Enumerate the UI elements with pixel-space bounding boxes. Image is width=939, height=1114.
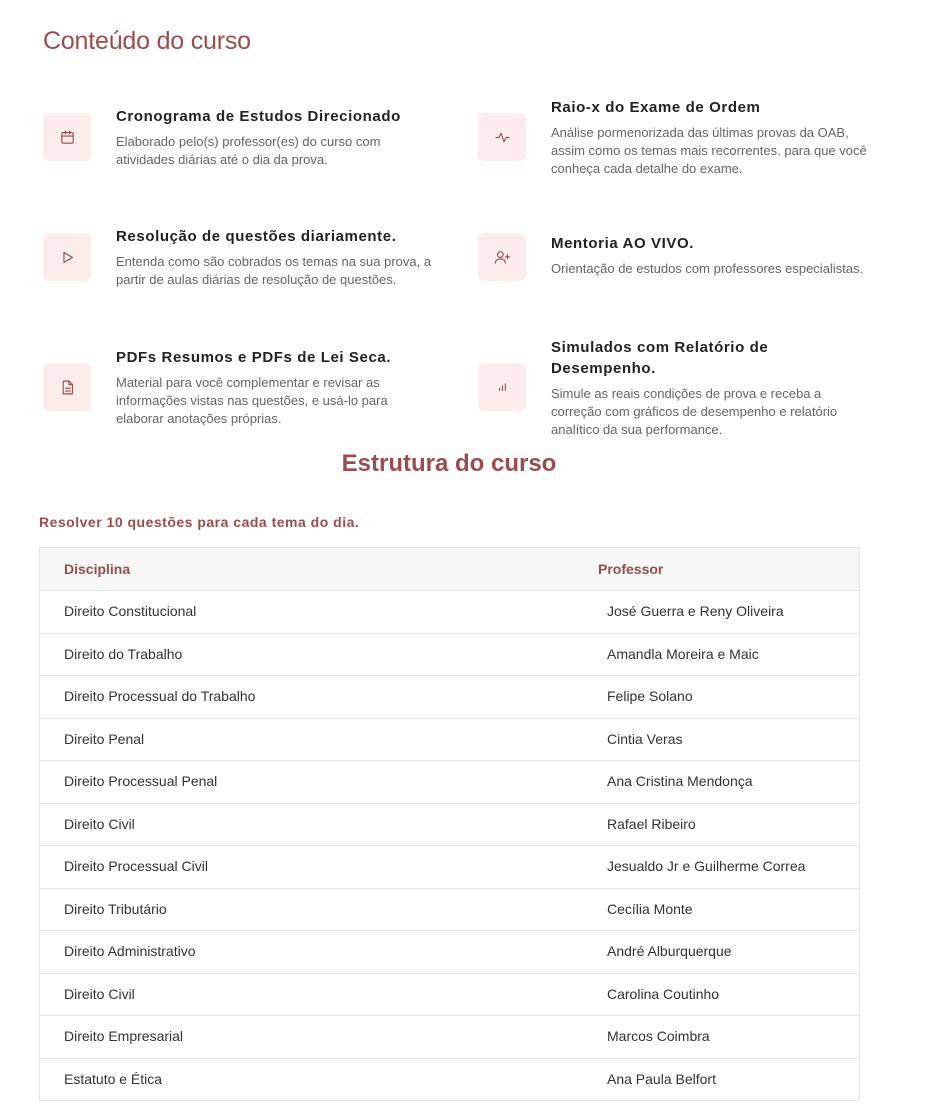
table-header [40, 548, 859, 591]
column-header-professor: Professor [598, 561, 664, 577]
professor-cell: Marcos Coimbra [607, 1028, 710, 1044]
bar-chart-icon [478, 363, 526, 411]
professor-cell: José Guerra e Reny Oliveira [607, 603, 784, 619]
professor-cell: Felipe Solano [607, 688, 693, 704]
discipline-cell: Direito Empresarial [64, 1028, 184, 1044]
discipline-cell: Direito do Trabalho [64, 645, 183, 662]
section-title: Estrutura do curso [341, 450, 557, 477]
column-header-disciplina: Disciplina [64, 561, 131, 577]
discipline-cell: Direito Processual Civil [64, 858, 208, 874]
discipline-cell: Direito Administrativo [64, 943, 196, 959]
table-row [40, 889, 859, 932]
table-row [40, 846, 859, 889]
professor-cell: Ana Paula Belfort [607, 1070, 716, 1087]
discipline-cell: Estatuto e Ética [64, 1070, 163, 1087]
discipline-cell: Direito Penal [64, 730, 145, 747]
user-plus-icon [478, 233, 526, 281]
discipline-cell: Direito Processual Penal [64, 773, 218, 789]
professor-cell: André Alburquerque [607, 943, 732, 959]
discipline-cell: Direito Civil [64, 985, 135, 1002]
feature-title: Simulados com Relatório de Desempenho. [551, 339, 769, 377]
feature-title: Resolução de questões diariamente. [116, 228, 397, 245]
table-row [40, 931, 859, 974]
activity-icon [478, 113, 526, 161]
feature-description: Material para você complementar e revisar as informações vistas nas questões, e usá-lo para elaborar anotações próprias. [116, 375, 388, 426]
page-title: Conteúdo do curso [43, 27, 251, 55]
discipline-cell: Direito Constitucional [64, 603, 197, 619]
table-row [40, 761, 859, 804]
table-row [40, 1016, 859, 1059]
professor-cell: Cecília Monte [607, 900, 693, 917]
table-row [40, 804, 859, 847]
professor-cell: Carolina Coutinho [607, 985, 720, 1002]
table-row [40, 974, 859, 1017]
play-icon [43, 233, 91, 281]
professor-cell: Cintia Veras [607, 730, 683, 747]
feature-title: Cronograma de Estudos Direcionado [116, 108, 401, 125]
professor-cell: Amandla Moreira e Maic [607, 645, 759, 662]
calendar-icon [43, 113, 91, 161]
feature-description: Orientação de estudos com professores especialistas. [551, 261, 864, 276]
course-structure-table [39, 547, 860, 1101]
professor-cell: Rafael Ribeiro [607, 815, 696, 832]
discipline-cell: Direito Processual do Trabalho [64, 688, 256, 704]
discipline-cell: Direito Tributário [64, 900, 167, 917]
table-row [40, 676, 859, 719]
feature-description: Simule as reais condições de prova e receba a correção com gráficos de desempenho e relatório analítico da sua performance. [551, 386, 838, 437]
table-row [40, 1059, 859, 1102]
file-text-icon [43, 363, 91, 411]
professor-cell: Jesualdo Jr e Guilherme Correa [607, 858, 806, 874]
feature-title: Raio-x do Exame de Ordem [551, 99, 761, 116]
feature-description: Análise pormenorizada das últimas provas da OAB, assim como os temas mais recorrentes. para que você conheça cada detalhe do exame. [551, 125, 867, 176]
table-row [40, 591, 859, 634]
feature-title: PDFs Resumos e PDFs de Lei Seca. [116, 349, 392, 366]
feature-description: Entenda como são cobrados os temas na sua prova, a partir de aulas diárias de resolução de questões. [116, 254, 432, 287]
section-note: Resolver 10 questões para cada tema do dia. [39, 514, 360, 530]
professor-cell: Ana Cristina Mendonça [607, 773, 753, 789]
feature-description: Elaborado pelo(s) professor(es) do curso com atividades diárias até o dia da prova. [116, 134, 381, 167]
table-row [40, 719, 859, 762]
feature-title: Mentoria AO VIVO. [551, 235, 694, 252]
table-row [40, 634, 859, 677]
discipline-cell: Direito Civil [64, 815, 135, 832]
